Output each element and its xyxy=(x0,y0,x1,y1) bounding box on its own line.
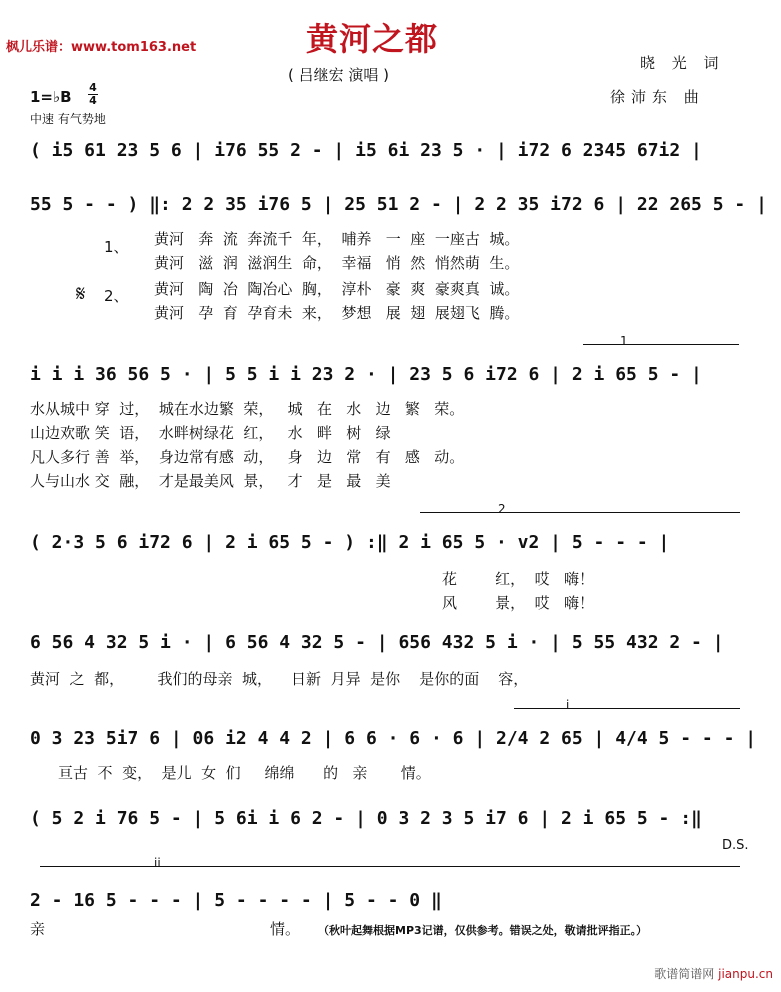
singer-credit: ( 吕继宏 演唱 ) xyxy=(288,66,390,84)
lyric-line: 黄河 之 都， 我们的母亲 城， 日新 月异 是你 是你的面 容， xyxy=(30,670,529,688)
lyric-line: 风 景， 哎 嗨！ xyxy=(442,594,594,612)
lyric-line: 凡人多行 善 举， 身边常有感 动， 身 边 常 有 感 动。 xyxy=(30,448,465,466)
score-row-1: ( i5 61 23 5 6 | i76 55 2 - | i5 6i 23 5 · | i72 6 2345 67i2 | xyxy=(30,140,702,161)
time-signature xyxy=(88,82,98,107)
composer-credit: 徐沛东 曲 xyxy=(610,88,705,106)
score-row-2: 55 5 - - ) ‖: 2 2 35 i76 5 | 25 51 2 - | 2 2 35 i72 6 | 22 265 5 - | xyxy=(30,194,767,215)
lyric-line: 花 红， 哎 嗨！ xyxy=(442,570,594,588)
score-row-5: 6 56 4 32 5 i · | 6 56 4 32 5 - | 656 432 5 i · | 5 55 432 2 - | xyxy=(30,632,724,653)
transcriber-note: （秋叶起舞根据MP3记谱，仅供参考。错误之处，敬请批评指正。） xyxy=(318,924,648,937)
lyricist-credit: 晓 光 词 xyxy=(640,54,725,72)
footer-watermark-site: 歌谱简谱网 xyxy=(654,967,715,981)
lyric-line: 黄河 滋 润 滋润生 命， 幸福 悄 然 悄然萌 生。 xyxy=(154,254,520,272)
volta-number-i: i xyxy=(566,698,570,712)
footer-watermark xyxy=(654,965,773,982)
lyric-line: 水从城中 穿 过， 城在水边繁 荣， 城 在 水 边 繁 荣。 xyxy=(30,400,465,418)
score-row-6: 0 3 23 5i7 6 | 06 i2 4 4 2 | 6 6 · 6 · 6 | 2/4 2 65 | 4/4 5 - - - | xyxy=(30,728,757,749)
score-row-8: 2 - 16 5 - - - | 5 - - - - | 5 - - 0 ‖ xyxy=(30,890,442,911)
time-signature-top: 4 xyxy=(89,81,97,94)
lyric-line: 黄河 陶 冶 陶冶心 胸， 淳朴 豪 爽 豪爽真 诚。 xyxy=(154,280,520,298)
score-row-7: ( 5 2 i 76 5 - | 5 6i i 6 2 - | 0 3 2 3 5 i7 6 | 2 i 65 5 - :‖ xyxy=(30,808,702,829)
key-signature: 1=♭B xyxy=(30,88,72,106)
dal-segno-mark: D.S. xyxy=(722,838,749,853)
lyric-line: 山边欢歌 笑 语， 水畔树绿花 红， 水 畔 树 绿 xyxy=(30,424,391,442)
volta-bracket-1 xyxy=(583,344,739,345)
song-title: 黄河之都 xyxy=(306,20,439,58)
volta-number-ii: ii xyxy=(154,856,161,870)
lyric-line: 情。 xyxy=(270,920,301,938)
lyric-line: 人与山水 交 融， 才是最美风 景， 才 是 最 美 xyxy=(30,472,391,490)
verse-mark-1: 1、 xyxy=(104,238,129,256)
time-signature-bottom: 4 xyxy=(89,94,97,107)
volta-number-2: 2 xyxy=(498,502,506,516)
lyric-line: 黄河 孕 育 孕育未 来， 梦想 展 翅 展翅飞 腾。 xyxy=(154,304,520,322)
lyric-line: 黄河 奔 流 奔流千 年， 哺养 一 座 一座古 城。 xyxy=(154,230,520,248)
volta-number-1: 1 xyxy=(620,334,628,348)
volta-bracket-ii xyxy=(40,866,740,867)
verse-mark-2: 2、 xyxy=(104,287,129,305)
score-row-4: ( 2·3 5 6 i72 6 | 2 i 65 5 - ) :‖ 2 i 65 5 · v2 | 5 - - - | xyxy=(30,532,670,553)
site-watermark: 枫儿乐谱：www.tom163.net xyxy=(6,40,197,55)
segno-sign: 𝄋 xyxy=(76,282,86,307)
footer-watermark-url: jianpu.cn xyxy=(718,967,773,981)
score-row-3: i i i 36 56 5 · | 5 5 i i 23 2 · | 23 5 6 i72 6 | 2 i 65 5 - | xyxy=(30,364,702,385)
volta-bracket-i xyxy=(514,708,740,709)
lyric-line: 亲 xyxy=(30,920,46,938)
volta-bracket-2 xyxy=(420,512,740,513)
lyric-line: 亘古 不 变， 是儿 女 们 绵绵 的 亲 情。 xyxy=(58,764,431,782)
tempo-marking: 中速 有气势地 xyxy=(30,112,106,126)
